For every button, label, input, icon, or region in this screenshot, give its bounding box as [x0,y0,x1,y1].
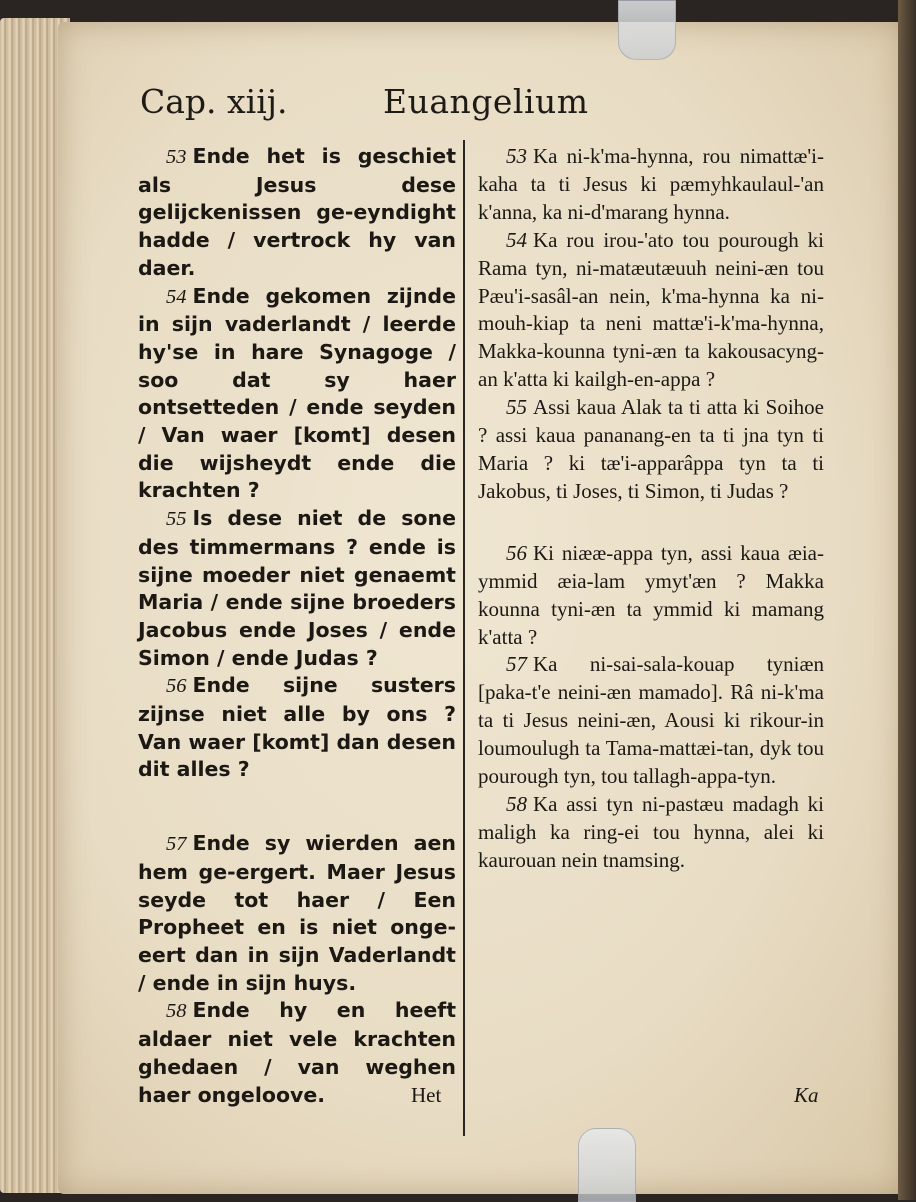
chapter-label: Cap. xiij. [140,82,288,121]
verse-number: 54 [166,285,187,308]
verse-text: Is dese niet de sone des timmermans ? ende is sijne moeder niet genaemt Maria / ende sijne broeders Jacobus ende Joses / ende Simon / ende Judas ? [138,506,456,670]
verse-number: 57 [166,833,187,856]
verse [138,143,456,283]
verse [478,540,824,652]
verse-gap [138,784,456,830]
verse-text: Ka ni-k'ma-hynna, rou nimattæ'i-kaha ta ti Jesus ki pæmyhkaulaul-'an k'anna, ka ni-d'marang hynna. [478,144,824,224]
verse-number: 53 [506,144,527,168]
top-page-clip [618,0,676,60]
verse-text: Ende sijne susters zijnse niet alle by ons ? Van waer [komt] dan desen dit alles ? [138,673,456,782]
formosan-column [478,143,824,875]
verse [478,143,824,227]
verse-number: 54 [506,227,527,252]
verse-number: 55 [166,508,187,531]
verse [138,672,456,784]
left-catchword: Het [411,1083,442,1107]
verse [138,283,456,506]
verse-number: 57 [506,652,527,677]
verse-text: Ki niææ-appa tyn, assi kaua æia-ymmid æia-lam ymyt'æn ? Makka kounna tyni-æn ta ymmid ki mamang k'atta ? [478,540,824,649]
verse-number: 55 [506,395,527,420]
verse [138,997,456,1109]
verse-number: 56 [166,675,187,698]
verse [478,791,824,875]
verse-text: Ka ni-sai-sala-kouap tyniæn [paka-t'e neini-æn mamado]. Râ ni-k'ma ta ti Jesus neini-æn, Aousi ki rikour-in loumoulugh ta Tama-mattæi-tan, dyk tou pourough tyn, tou tallagh-appa-tyn. [478,652,824,789]
bottom-page-clip [578,1128,636,1202]
right-catchword: Ka [794,1083,819,1107]
verse [138,830,456,997]
verse [478,651,824,791]
verse-text: Ende sy wierden aen hem ge-ergert. Maer Jesus seyde tot haer / Een Propheet en is niet onge-eert dan in sijn Vaderlandt / ende in sijn huys. [138,831,456,995]
verse-gap [478,506,824,540]
dutch-column [138,143,456,1109]
book-cover-edge [898,0,916,1200]
verse-text: Ende het is geschiet als Jesus dese gelijckenissen ge-eyndight hadde / vertrock hy van daer. [138,144,456,280]
verse [478,227,824,394]
verse-number: 58 [166,1000,187,1023]
verse-text: Assi kaua Alak ta ti atta ki Soihoe ? assi kaua pananang-en ta ti jna tyn ti Maria ? ki tæ'i-apparâppa tyn ta ti Jakobus, ti Joses, ti Simon, ti Judas ? [478,395,824,503]
verse [138,505,456,672]
verse-text: Ende hy en heeft aldaer niet vele krachten ghedaen / van weghen haer ongeloove. [138,998,456,1107]
column-divider [463,140,465,1136]
verse-number: 56 [506,540,527,565]
page-title: Euangelium [383,82,589,121]
verse [478,394,824,506]
verse-text: Ka rou irou-'ato tou pourough ki Rama tyn, ni-matæutæuuh neini-æn tou Pæu'i-sasâl-an nein, k'ma-hynna ka ni-mouh-kiap ta neni mattæ'i-k'ma-hynna, Makka-kounna tyni-æn ta kakousacyng-an k'atta ki kailgh-en-appa ? [478,227,824,392]
verse-number: 58 [506,791,527,816]
verse-text: Ende gekomen zijnde in sijn vaderlandt / leerde hy'se in hare Synagoge / soo dat sy haer ontsetteden / ende seyden / Van waer [komt] desen die wijsheydt ende die krachten ? [138,283,456,503]
verse-number: 53 [166,146,187,168]
verse-text: Ka assi tyn ni-pastæu madagh ki maligh ka ring-ei tou hynna, alei ki kaurouan nein tnamsing. [478,791,824,872]
